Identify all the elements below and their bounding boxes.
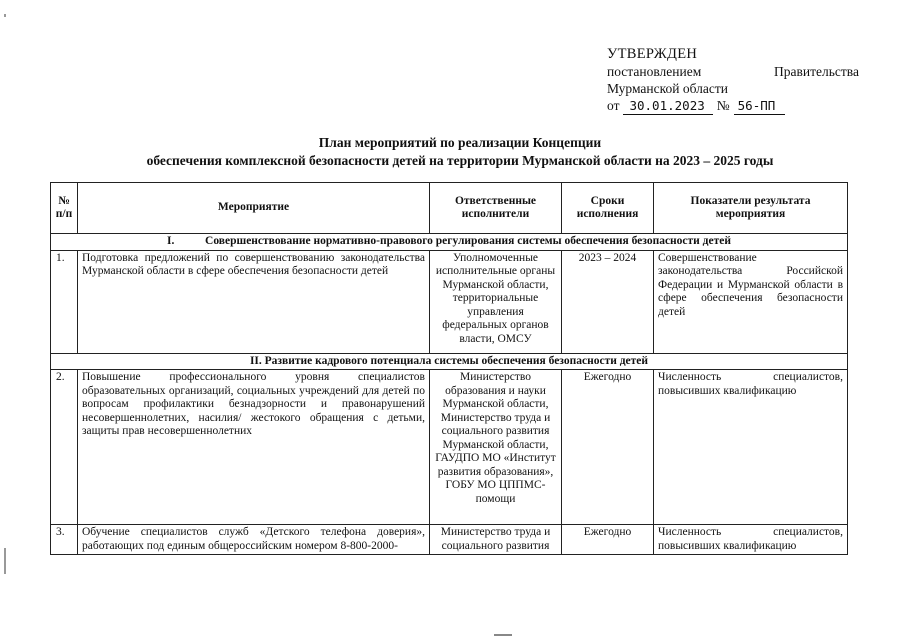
header-terms: Сроки исполнения	[562, 183, 654, 234]
approval-line-1	[607, 63, 859, 80]
title-line-2: обеспечения комплексной безопасности детей на территории Мурманской области на 2023 – 2025 годы	[146, 153, 774, 168]
row-event: Подготовка предложений по совершенствованию законодательства Мурманской области в сфере обеспечения безопасности детей	[78, 250, 430, 353]
section-title-cell	[51, 234, 848, 251]
plan-table	[50, 182, 848, 555]
row-num: 1.	[51, 250, 78, 353]
section-row-1	[51, 234, 848, 251]
row-event: Обучение специалистов служб «Детского телефона доверия», работающих под единым общероссийским номером 8-800-2000-	[78, 525, 430, 555]
section-number: I.	[167, 235, 175, 247]
section-title: II. Развитие кадрового потенциала системы обеспечения безопасности детей	[249, 354, 649, 367]
header-event: Мероприятие	[78, 183, 430, 234]
date-prefix: от	[607, 98, 620, 113]
table-row	[51, 525, 848, 555]
approval-heading: УТВЕРЖДЕН	[607, 46, 698, 62]
document-title	[60, 134, 860, 170]
section-title-cell	[51, 353, 848, 370]
scan-edge-mark	[4, 548, 6, 574]
row-num: 3.	[51, 525, 78, 555]
section-title: Совершенствование нормативно-правового регулирования системы обеспечения безопасности детей	[205, 235, 731, 247]
approval-block	[607, 46, 859, 115]
header-responsible: Ответственные исполнители	[430, 183, 562, 234]
row-terms: Ежегодно	[562, 370, 654, 525]
header-num: № п/п	[51, 183, 78, 234]
row-event: Повышение профессионального уровня специалистов образовательных организаций, социальных учреждений для детей по вопросам профилактики безнадзорности и правонарушений несовершеннолетних, насилия/ жестокого обращения с детьми, защиты прав несовершеннолетних	[78, 370, 430, 525]
page-edge-mark	[494, 634, 512, 636]
table-row	[51, 370, 848, 525]
row-indicators: Численность специалистов, повысивших квалификацию	[654, 370, 848, 525]
row-responsible: Министерство труда и социального развития	[430, 525, 562, 555]
number-prefix: №	[716, 98, 730, 113]
row-indicators: Численность специалистов, повысивших квалификацию	[654, 525, 848, 555]
row-responsible: Уполномоченные исполнительные органы Мурманской области, территориальные управления федеральных органов власти, ОМСУ	[430, 250, 562, 353]
row-terms: Ежегодно	[562, 525, 654, 555]
row-terms: 2023 – 2024	[562, 250, 654, 353]
title-line-1: План мероприятий по реализации Концепции	[318, 135, 602, 150]
approval-date-line	[607, 97, 859, 115]
row-indicators: Совершенствование законодательства Российской Федерации и Мурманской области в сфере обеспечения безопасности детей	[654, 250, 848, 353]
table-row	[51, 250, 848, 353]
approval-line-2: Мурманской области	[607, 81, 728, 96]
row-num: 2.	[51, 370, 78, 525]
header-indicators: Показатели результата мероприятия	[654, 183, 848, 234]
approval-line1-right: Правительства	[774, 64, 859, 79]
approval-date: 30.01.2023	[623, 97, 712, 115]
table-header-row	[51, 183, 848, 234]
approval-line1-left: постановлением	[607, 64, 702, 79]
approval-number: 56-ПП	[734, 97, 786, 115]
scan-edge-mark	[4, 14, 6, 17]
section-row-2	[51, 353, 848, 370]
row-responsible: Министерство образования и науки Мурманской области, Министерство труда и социального развития Мурманской области, ГАУДПО МО «Институт развития образования», ГОБУ МО ЦППМС-помощи	[430, 370, 562, 525]
